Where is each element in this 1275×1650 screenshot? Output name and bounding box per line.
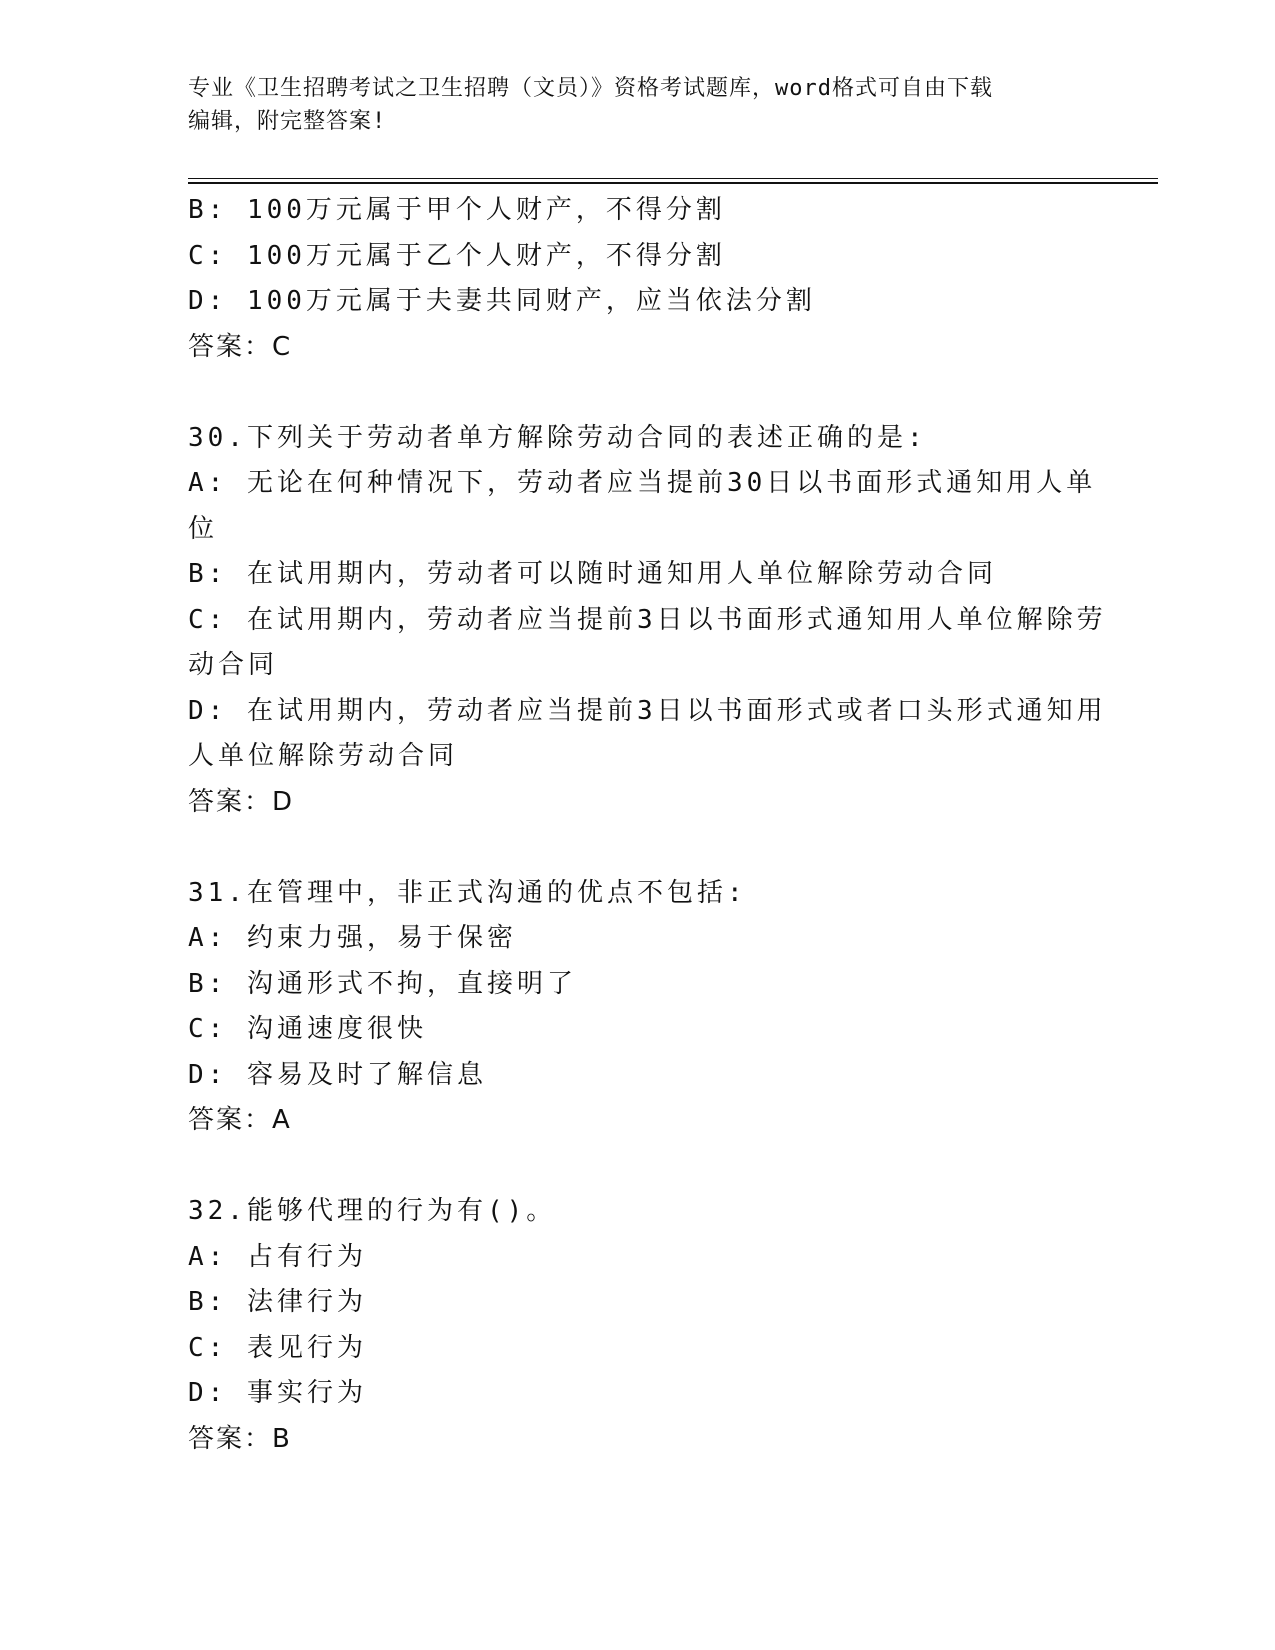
question-stem: 31.在管理中，非正式沟通的优点不包括: <box>188 877 747 908</box>
option-d-continued: 人单位解除劳动合同 <box>188 741 459 771</box>
option-c: C: 100万元属于乙个人财产，不得分割 <box>188 240 726 271</box>
document-header <box>188 72 1088 138</box>
option-d: D: 容易及时了解信息 <box>188 1059 487 1090</box>
question-stem: 32.能够代理的行为有()。 <box>188 1196 557 1226</box>
header-line-1: 专业《卫生招聘考试之卫生招聘（文员）》资格考试题库，word格式可自由下载 <box>188 76 993 101</box>
option-c: C: 在试用期内，劳动者应当提前3日以书面形式通知用人单位解除劳 <box>188 604 1107 635</box>
option-b: B: 法律行为 <box>188 1287 367 1317</box>
spacer <box>188 1144 1088 1190</box>
answer-line: 答案：D <box>188 786 295 817</box>
option-b: B: 100万元属于甲个人财产，不得分割 <box>188 195 726 225</box>
question-list <box>188 188 1107 1462</box>
option-a: A: 占有行为 <box>188 1241 367 1272</box>
answer-line: 答案：C <box>188 331 293 362</box>
question-32 <box>188 1189 1088 1462</box>
spacer <box>188 825 1088 871</box>
option-d: D: 在试用期内，劳动者应当提前3日以书面形式或者口头形式通知用 <box>188 695 1107 726</box>
option-d: D: 事实行为 <box>188 1378 367 1408</box>
answer-line: 答案：B <box>188 1423 292 1454</box>
question-30 <box>188 416 1107 826</box>
option-c: C: 沟通速度很快 <box>188 1014 427 1044</box>
option-b: B: 沟通形式不拘，直接明了 <box>188 968 577 999</box>
answer-line: 答案：A <box>188 1105 292 1135</box>
option-d: D: 100万元属于夫妻共同财产，应当依法分割 <box>188 286 816 316</box>
option-a-continued: 位 <box>188 513 219 544</box>
option-a: A: 约束力强，易于保密 <box>188 923 517 953</box>
spacer <box>188 370 1088 416</box>
question-31 <box>188 871 1088 1144</box>
header-divider-thin <box>188 178 1158 179</box>
option-a: A: 无论在何种情况下，劳动者应当提前30日以书面形式通知用人单 <box>188 468 1097 498</box>
question-stem: 30.下列关于劳动者单方解除劳动合同的表述正确的是: <box>188 422 927 453</box>
option-c-continued: 动合同 <box>188 650 279 680</box>
header-divider-thick <box>188 182 1158 184</box>
option-b: B: 在试用期内，劳动者可以随时通知用人单位解除劳动合同 <box>188 559 997 589</box>
question-29-continued <box>188 188 1088 370</box>
header-line-2: 编辑，附完整答案! <box>188 109 387 134</box>
option-c: C: 表见行为 <box>188 1332 367 1363</box>
